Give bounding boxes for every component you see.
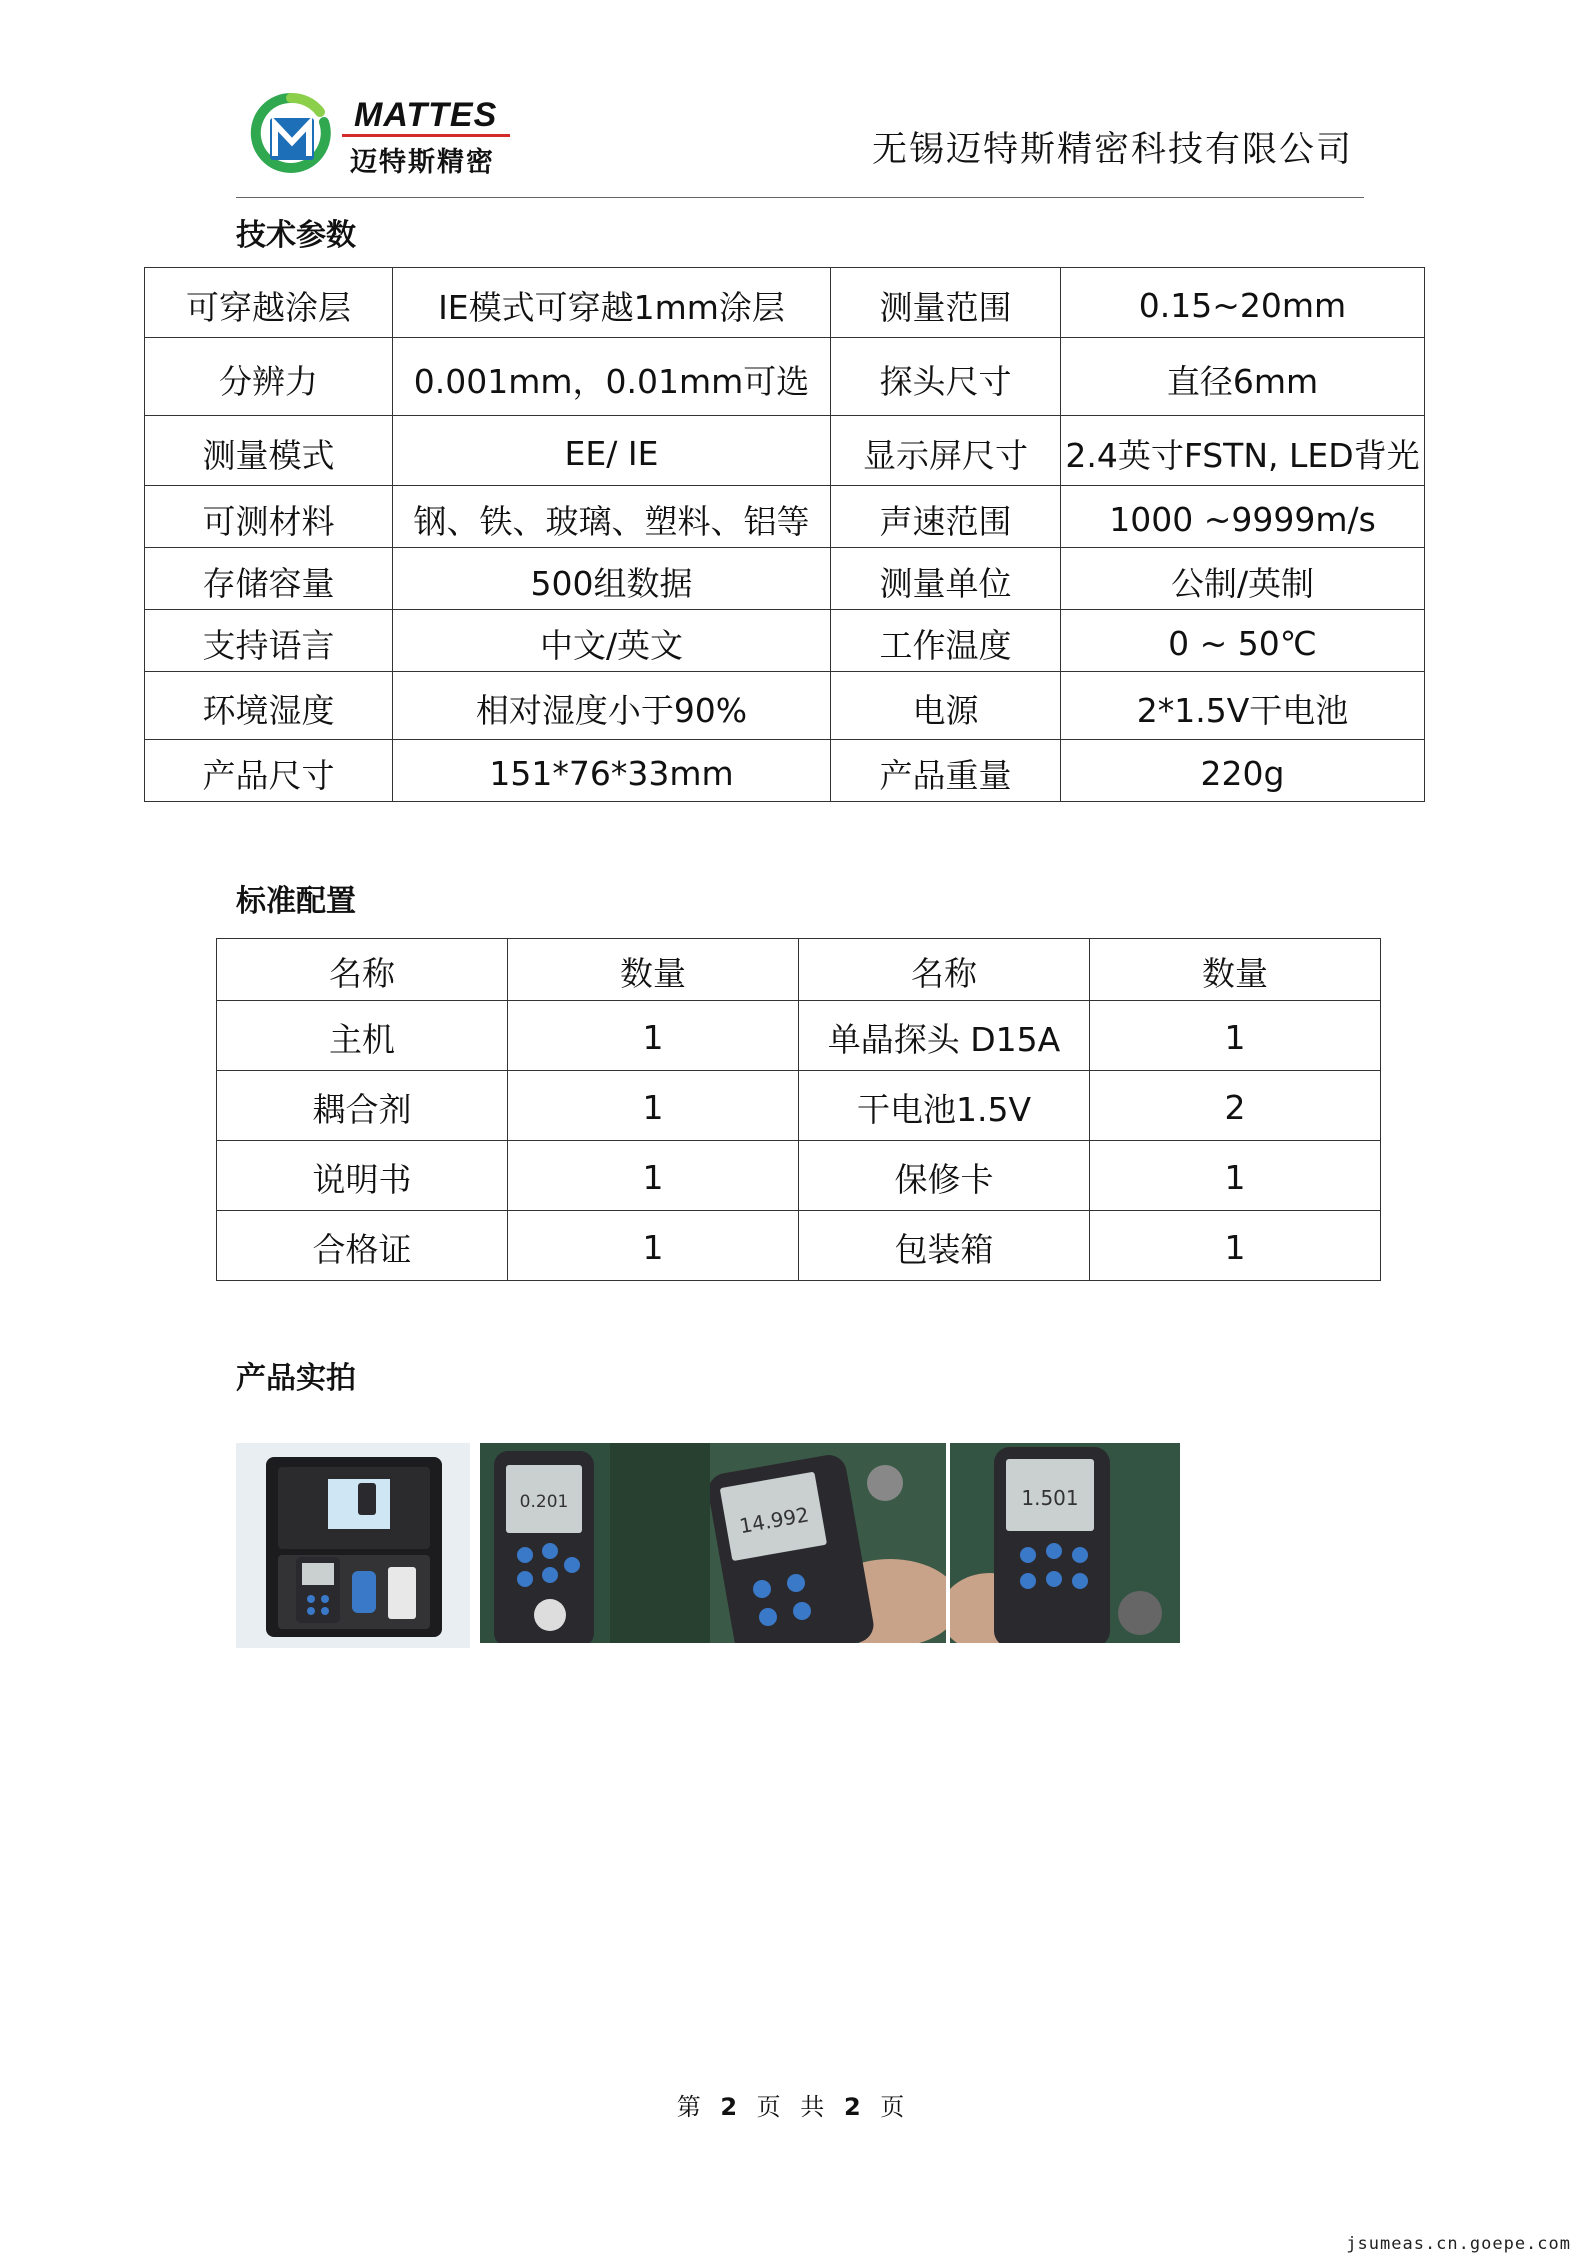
config-item-name: 干电池1.5V <box>799 1071 1090 1141</box>
config-table <box>216 938 1381 1281</box>
spec-label: 可穿越涂层 <box>145 268 393 338</box>
footer-post: 页 <box>880 2093 911 2121</box>
spec-label: 探头尺寸 <box>831 338 1061 416</box>
spec-label: 产品尺寸 <box>145 740 393 802</box>
photo-carry-case <box>236 1443 470 1648</box>
logo-text-cn: 迈特斯精密 <box>350 147 495 178</box>
header-divider <box>236 197 1364 198</box>
spec-row <box>145 338 1425 416</box>
config-item-qty: 1 <box>508 1071 799 1141</box>
footer-mid: 页 共 <box>756 2093 831 2121</box>
config-item-qty: 1 <box>1090 1211 1381 1281</box>
config-item-name: 说明书 <box>217 1141 508 1211</box>
mattes-logo-icon <box>250 92 332 174</box>
spec-row <box>145 672 1425 740</box>
spec-label: 声速范围 <box>831 486 1061 548</box>
spec-value: 1000 ~9999m/s <box>1061 486 1425 548</box>
config-item-qty: 1 <box>508 1001 799 1071</box>
spec-value: 2*1.5V干电池 <box>1061 672 1425 740</box>
spec-label: 测量范围 <box>831 268 1061 338</box>
config-item-qty: 2 <box>1090 1071 1381 1141</box>
config-row <box>217 1071 1381 1141</box>
logo-rule <box>342 134 510 137</box>
footer-total-pages: 2 <box>843 2093 867 2121</box>
spec-label: 产品重量 <box>831 740 1061 802</box>
spec-value: 0 ~ 50℃ <box>1061 610 1425 672</box>
config-column-header: 数量 <box>508 939 799 1001</box>
spec-label: 存储容量 <box>145 548 393 610</box>
spec-label: 支持语言 <box>145 610 393 672</box>
spec-row <box>145 548 1425 610</box>
config-item-name: 包装箱 <box>799 1211 1090 1281</box>
config-row <box>217 1001 1381 1071</box>
spec-value: IE模式可穿越1mm涂层 <box>393 268 831 338</box>
footer-pre: 第 <box>676 2093 707 2121</box>
photos-title: 产品实拍 <box>236 1361 356 1396</box>
spec-value: EE/ IE <box>393 416 831 486</box>
config-item-name: 合格证 <box>217 1211 508 1281</box>
spec-value: 500组数据 <box>393 548 831 610</box>
reading-text-1: 0.201 <box>519 1492 569 1512</box>
spec-value: 2.4英寸FSTN, LED背光 <box>1061 416 1425 486</box>
spec-value: 钢、铁、玻璃、塑料、铝等 <box>393 486 831 548</box>
spec-row <box>145 268 1425 338</box>
spec-row <box>145 740 1425 802</box>
company-logo <box>250 92 520 178</box>
reading-text-3: 1.501 <box>1021 1486 1079 1510</box>
spec-value: 151*76*33mm <box>393 740 831 802</box>
config-column-header: 名称 <box>799 939 1090 1001</box>
spec-value: 0.15~20mm <box>1061 268 1425 338</box>
source-watermark: jsumeas.cn.goepe.com <box>1346 2234 1571 2254</box>
config-header-row <box>217 939 1381 1001</box>
spec-value: 公制/英制 <box>1061 548 1425 610</box>
spec-label: 电源 <box>831 672 1061 740</box>
config-item-name: 耦合剂 <box>217 1071 508 1141</box>
config-row <box>217 1211 1381 1281</box>
spec-label: 环境湿度 <box>145 672 393 740</box>
config-item-qty: 1 <box>508 1141 799 1211</box>
reading-text-2: 14.992 <box>737 1502 811 1539</box>
company-name: 无锡迈特斯精密科技有限公司 <box>871 130 1353 170</box>
config-item-name: 主机 <box>217 1001 508 1071</box>
spec-row <box>145 486 1425 548</box>
specs-title: 技术参数 <box>236 218 356 253</box>
config-column-header: 名称 <box>217 939 508 1001</box>
config-item-qty: 1 <box>1090 1141 1381 1211</box>
config-item-qty: 1 <box>1090 1001 1381 1071</box>
spec-label: 工作温度 <box>831 610 1061 672</box>
spec-value: 相对湿度小于90% <box>393 672 831 740</box>
config-item-qty: 1 <box>508 1211 799 1281</box>
photo-device-reading-3 <box>950 1443 1180 1643</box>
page-footer <box>0 2087 1587 2122</box>
spec-value: 0.001mm，0.01mm可选 <box>393 338 831 416</box>
spec-label: 显示屏尺寸 <box>831 416 1061 486</box>
spec-value: 中文/英文 <box>393 610 831 672</box>
spec-row <box>145 416 1425 486</box>
config-row <box>217 1141 1381 1211</box>
spec-label: 测量单位 <box>831 548 1061 610</box>
config-title: 标准配置 <box>236 884 356 919</box>
footer-page-number: 2 <box>720 2093 744 2121</box>
spec-label: 测量模式 <box>145 416 393 486</box>
config-column-header: 数量 <box>1090 939 1381 1001</box>
spec-value: 直径6mm <box>1061 338 1425 416</box>
spec-value: 220g <box>1061 740 1425 802</box>
photo-device-reading-2 <box>710 1443 946 1643</box>
spec-label: 可测材料 <box>145 486 393 548</box>
config-item-name: 保修卡 <box>799 1141 1090 1211</box>
spec-row <box>145 610 1425 672</box>
photo-device-reading-1 <box>480 1443 710 1643</box>
config-item-name: 单晶探头 D15A <box>799 1001 1090 1071</box>
logo-text-en: MATTES <box>354 96 498 134</box>
spec-label: 分辨力 <box>145 338 393 416</box>
specs-table <box>144 267 1425 802</box>
